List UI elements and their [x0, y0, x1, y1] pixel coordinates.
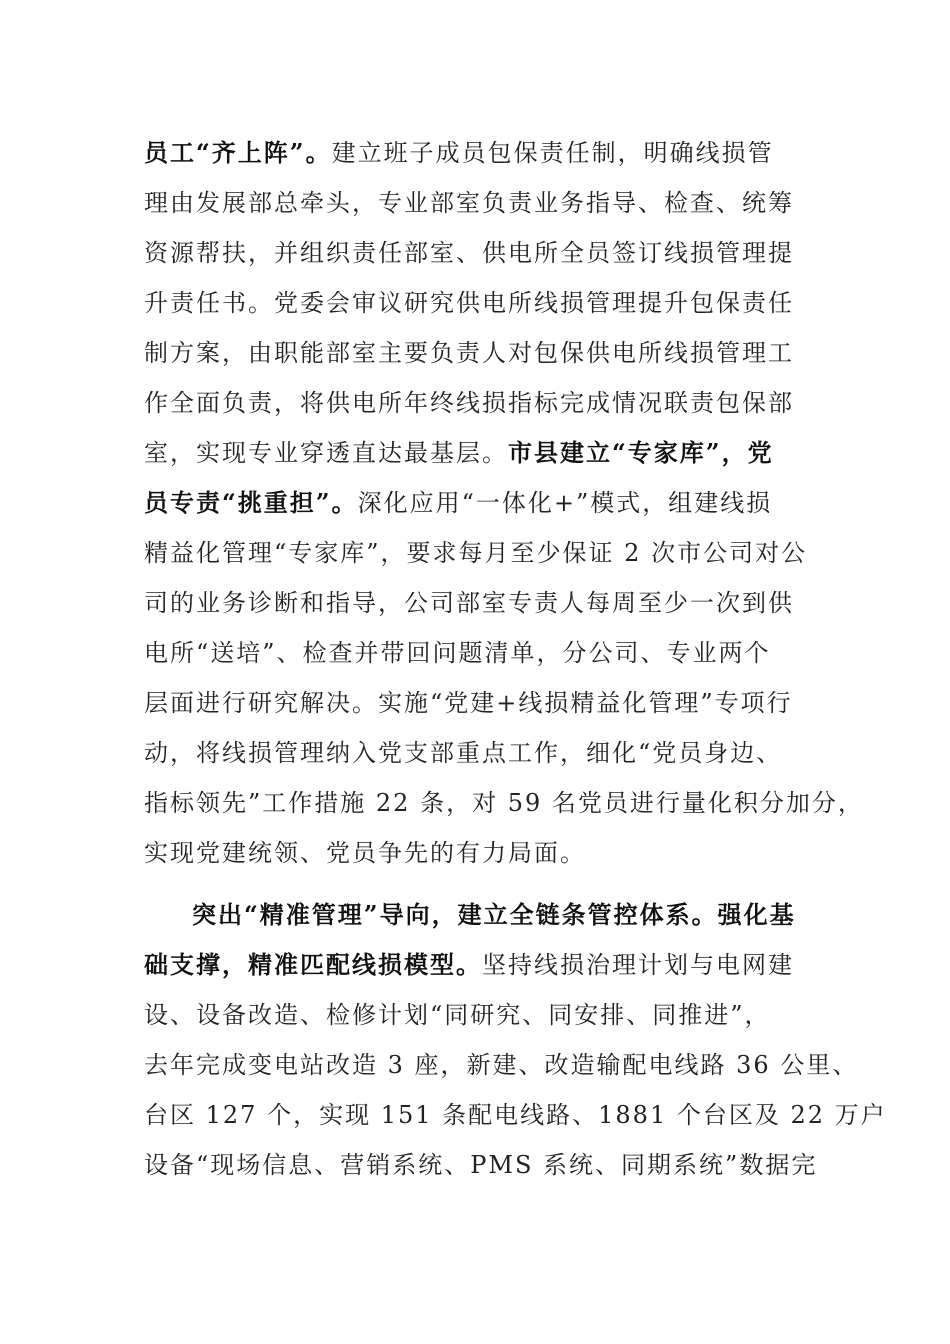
- text-line: [144, 478, 824, 528]
- text-line: [144, 378, 824, 428]
- text-line: [144, 278, 824, 328]
- text-line: [144, 728, 824, 778]
- text-line: [144, 1090, 887, 1140]
- text-line: [144, 940, 824, 990]
- text-line: [144, 890, 824, 940]
- body-text: 层面进行研究解决。实施“党建+线损精益化管理”专项行: [144, 689, 793, 717]
- body-text: 动，将线损管理纳入党支部重点工作，细化“党员身边、: [144, 739, 783, 767]
- text-line: [144, 628, 824, 678]
- bold-heading-text: 员工“齐上阵”。: [144, 138, 332, 167]
- text-line: [144, 1140, 824, 1190]
- body-text: 指标领先”工作措施 22 条，对 59 名党员进行量化积分加分，: [144, 789, 864, 817]
- text-line: [144, 578, 824, 628]
- body-text: 台区 127 个，实现 151 条配电线路、1881 个台区及 22 万户: [144, 1101, 887, 1129]
- body-text: 室，实现专业穿透直达最基层。: [144, 439, 508, 467]
- text-line: [144, 1040, 859, 1090]
- body-text: 司的业务诊断和指导，公司部室专责人每周至少一次到供: [144, 589, 794, 617]
- text-line: [144, 328, 824, 378]
- text-line: [144, 778, 864, 828]
- text-line: [144, 428, 824, 478]
- body-text: 建立班子成员包保责任制，明确线损管: [331, 139, 774, 167]
- body-text: 去年完成变电站改造 3 座，新建、改造输配电线路 36 公里、: [144, 1051, 859, 1079]
- body-text: 资源帮扶，并组织责任部室、供电所全员签订线损管理提: [144, 239, 794, 267]
- text-line: [144, 678, 824, 728]
- text-line: [144, 828, 824, 878]
- document-body: [144, 128, 887, 1190]
- body-text: 升责任书。党委会审议研究供电所线损管理提升包保责任: [144, 289, 794, 317]
- bold-heading-text: 础支撑，精准匹配线损模型。: [144, 950, 482, 979]
- body-text: 精益化管理“专家库”，要求每月至少保证 2 次市公司对公: [144, 539, 808, 567]
- bold-heading-text: 突出“精准管理”导向，建立全链条管控体系。强化基: [192, 900, 796, 929]
- text-line: [144, 228, 824, 278]
- paragraph-2: [144, 890, 887, 1190]
- text-line: [144, 178, 824, 228]
- paragraph-gap: [144, 878, 824, 890]
- body-text: 坚持线损治理计划与电网建: [482, 951, 794, 979]
- body-text: 设、设备改造、检修计划“同研究、同安排、同推进”，: [144, 1001, 771, 1029]
- body-text: 制方案，由职能部室主要负责人对包保供电所线损管理工: [144, 339, 794, 367]
- text-line: [144, 128, 824, 178]
- paragraph-1: [144, 128, 864, 878]
- text-line: [144, 528, 824, 578]
- body-text: 电所“送培”、检查并带回问题清单，分公司、专业两个: [144, 639, 771, 667]
- body-text: 设备“现场信息、营销系统、PMS 系统、同期系统”数据完: [144, 1151, 818, 1179]
- text-line: [144, 990, 824, 1040]
- body-text: 作全面负责，将供电所年终线损指标完成情况联责包保部: [144, 389, 794, 417]
- body-text: 理由发展部总牵头，专业部室负责业务指导、检查、统筹: [144, 189, 794, 217]
- bold-heading-text: 市县建立“专家库”，党: [508, 438, 774, 467]
- body-text: 深化应用“一体化+”模式，组建线损: [357, 489, 773, 517]
- body-text: 实现党建统领、党员争先的有力局面。: [144, 839, 586, 867]
- bold-heading-text: 员专责“挑重担”。: [144, 488, 358, 517]
